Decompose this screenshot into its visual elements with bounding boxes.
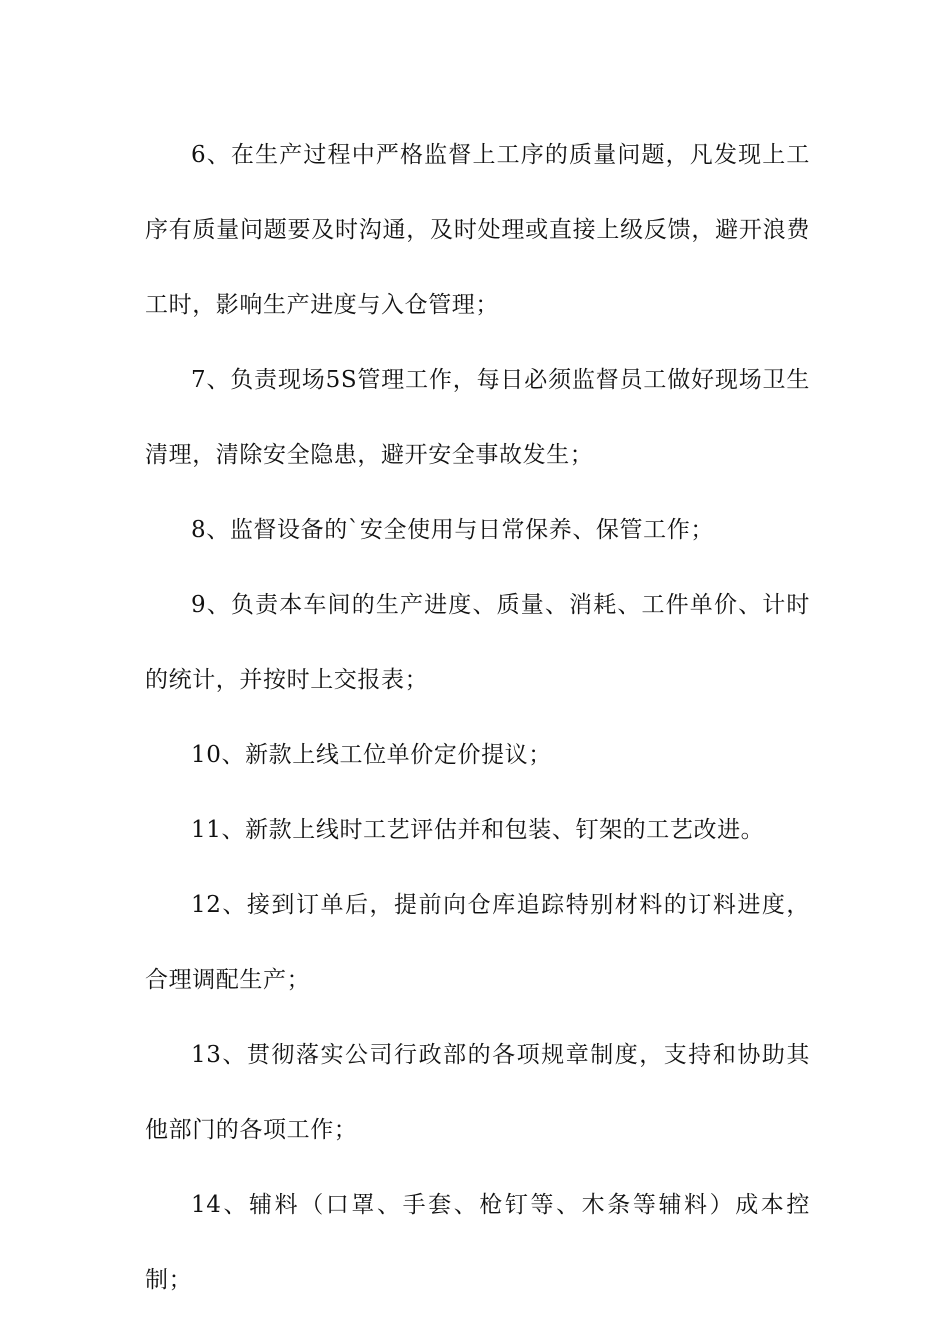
paragraph-10: 10、新款上线工位单价定价提议； (191, 742, 552, 768)
document-body (145, 118, 810, 1318)
paragraph-11: 11、新款上线时工艺评估并和包装、钉架的工艺改进。 (191, 817, 765, 843)
paragraph-7: 7、负责现场5S管理工作，每日必须监督员工做好现场卫生清理，清除安全隐患，避开安全事故发生； (145, 367, 810, 468)
paragraph-14: 14、辅料（口罩、手套、枪钉等、木条等辅料）成本控制； (145, 1192, 810, 1293)
paragraph-13: 13、贯彻落实公司行政部的各项规章制度，支持和协助其他部门的各项工作； (145, 1042, 810, 1143)
paragraph-8: 8、监督设备的`安全使用与日常保养、保管工作； (191, 517, 714, 543)
paragraph-6: 6、在生产过程中严格监督上工序的质量问题，凡发现上工序有质量问题要及时沟通，及时处理或直接上级反馈，避开浪费工时，影响生产进度与入仓管理； (145, 142, 810, 318)
paragraph-12: 12、接到订单后，提前向仓库追踪特别材料的订料进度，合理调配生产； (145, 892, 810, 993)
paragraph-9: 9、负责本车间的生产进度、质量、消耗、工件单价、计时的统计，并按时上交报表； (145, 592, 810, 693)
